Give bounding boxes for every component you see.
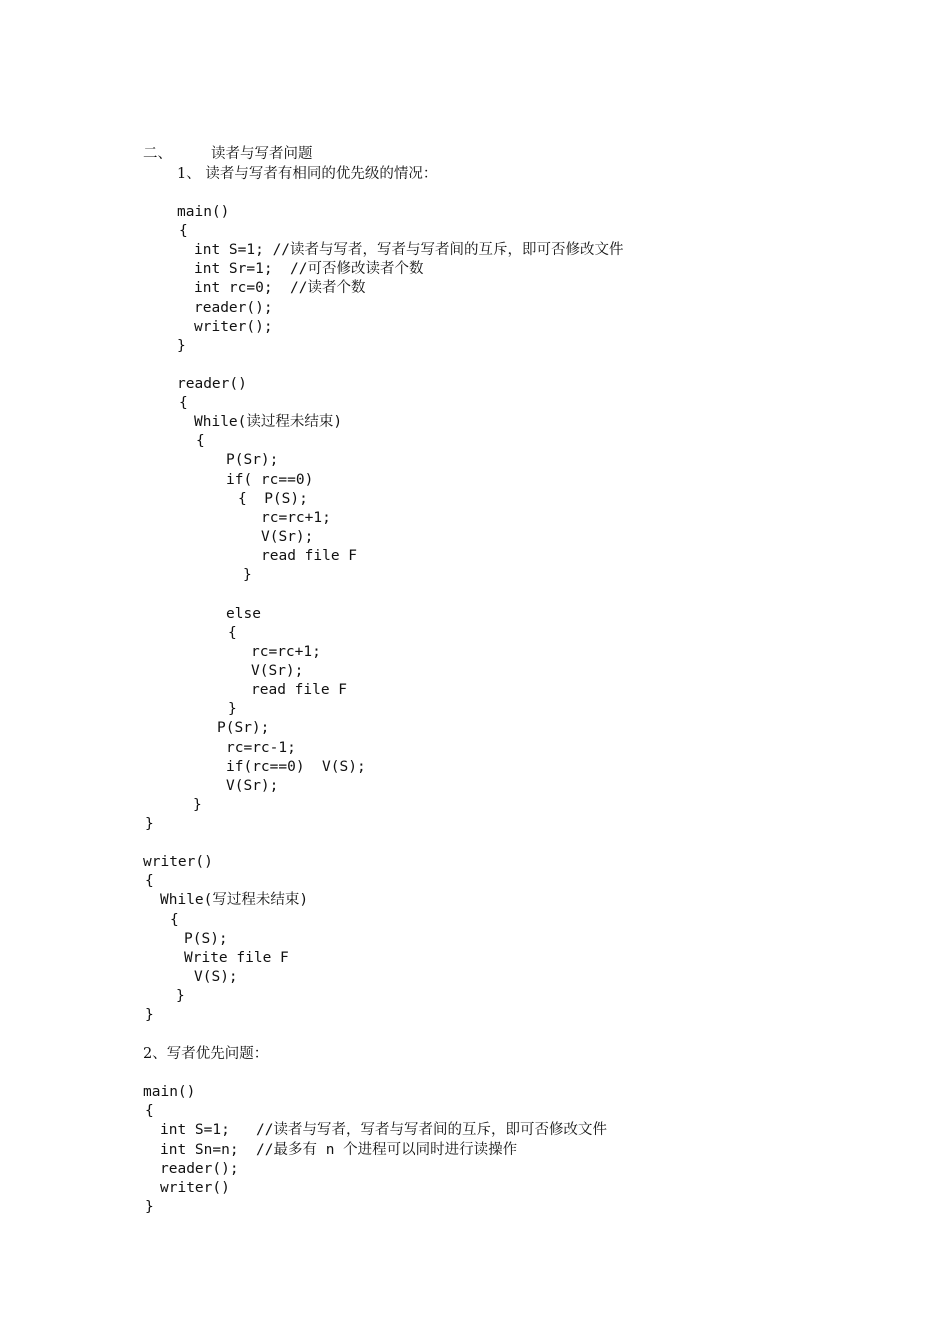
section-number: 二、 [143, 146, 172, 162]
code-line: While(读过程未结束) [194, 414, 343, 430]
code-line: int Sr=1; //可否修改读者个数 [194, 261, 424, 277]
code-line: { [145, 873, 154, 889]
code-line: } [228, 701, 237, 717]
code-line: } [243, 567, 252, 583]
code-line: reader(); [160, 1161, 239, 1177]
subsection-heading: 1、 读者与写者有相同的优先级的情况： [177, 166, 438, 182]
code-line: read file F [261, 548, 358, 564]
code-line: reader() [177, 376, 247, 392]
code-line: } [145, 816, 154, 832]
code-line: int S=1; //读者与写者，写者与写者间的互斥，即可否修改文件 [194, 242, 624, 258]
code-line: } [145, 1199, 154, 1215]
code-line: writer() [160, 1180, 230, 1196]
code-line: { [179, 223, 188, 239]
code-line: V(Sr); [251, 663, 304, 679]
code-line: reader(); [194, 300, 273, 316]
code-line: V(Sr); [226, 778, 279, 794]
code-line: } [145, 1007, 154, 1023]
code-line: V(Sr); [261, 529, 314, 545]
subsection-heading: 2、写者优先问题： [143, 1046, 269, 1062]
code-line: if( rc==0) [226, 472, 314, 488]
code-line: main() [177, 204, 230, 220]
code-line: { [196, 433, 205, 449]
code-line: rc=rc-1; [226, 740, 296, 756]
code-line: rc=rc+1; [261, 510, 331, 526]
code-line: } [193, 797, 202, 813]
code-line: read file F [251, 682, 348, 698]
code-line: rc=rc+1; [251, 644, 321, 660]
code-line: writer() [143, 854, 213, 870]
section-title: 读者与写者问题 [211, 146, 313, 162]
code-line: if(rc==0) V(S); [226, 759, 366, 775]
code-line: writer(); [194, 319, 273, 335]
code-line: { [145, 1103, 154, 1119]
code-line: { P(S); [238, 491, 308, 507]
code-line: else [226, 606, 261, 622]
code-line: } [177, 338, 186, 354]
code-line: { [179, 395, 188, 411]
code-line: P(Sr); [217, 720, 270, 736]
code-line: int rc=0; //读者个数 [194, 280, 366, 296]
code-line: V(S); [194, 969, 238, 985]
code-line: Write file F [184, 950, 289, 966]
code-line: { [170, 912, 179, 928]
code-line: int Sn=n; //最多有 n 个进程可以同时进行读操作 [160, 1142, 518, 1158]
code-line: main() [143, 1084, 196, 1100]
code-line: P(Sr); [226, 452, 279, 468]
code-line: } [176, 988, 185, 1004]
code-line: { [228, 625, 237, 641]
code-line: P(S); [184, 931, 228, 947]
code-line: While(写过程未结束) [160, 892, 309, 908]
code-line: int S=1; //读者与写者，写者与写者间的互斥，即可否修改文件 [160, 1122, 607, 1138]
